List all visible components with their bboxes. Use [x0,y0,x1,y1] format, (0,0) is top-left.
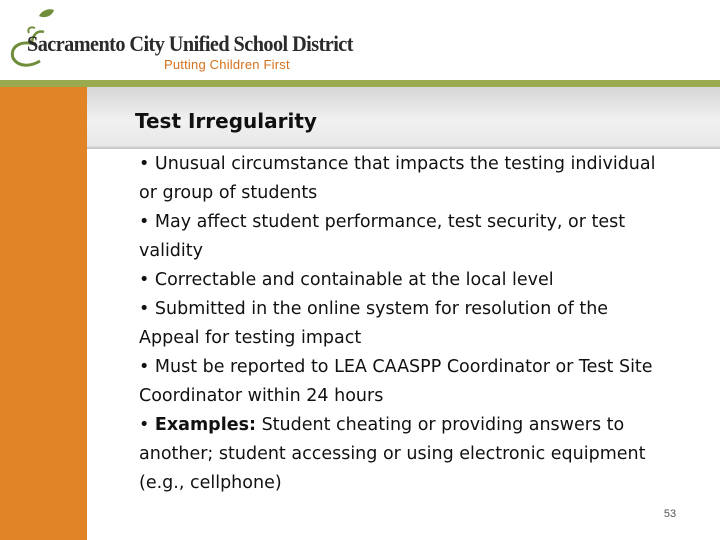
examples-text: Student cheating or providing answers to another; student accessing or using electronic equipment (e.g., cellphone) [139,415,646,493]
bullet-item: • May affect student performance, test security, or test validity [139,212,626,261]
district-logo [6,4,353,76]
bullet-marker: • [139,415,155,435]
orange-sidebar [0,87,87,540]
page-number: 53 [663,508,677,520]
slide-header [0,0,720,80]
slide-title: Test Irregularity [135,109,317,133]
title-bar [87,87,720,149]
district-name: Sacramento City Unified School District [27,31,353,56]
examples-label: Examples: [154,415,256,435]
slide-body [139,150,669,498]
bullet-item: • Unusual circumstance that impacts the testing individual or group of students [139,154,656,203]
district-tagline: Putting Children First [164,57,290,72]
bullet-item-examples [139,411,669,498]
header-divider [0,80,720,87]
bullet-item: • Correctable and containable at the local level [139,270,554,290]
bullet-item: • Must be reported to LEA CAASPP Coordinator or Test Site Coordinator within 24 hours [139,357,653,406]
bullet-item: • Submitted in the online system for resolution of the Appeal for testing impact [139,299,609,348]
